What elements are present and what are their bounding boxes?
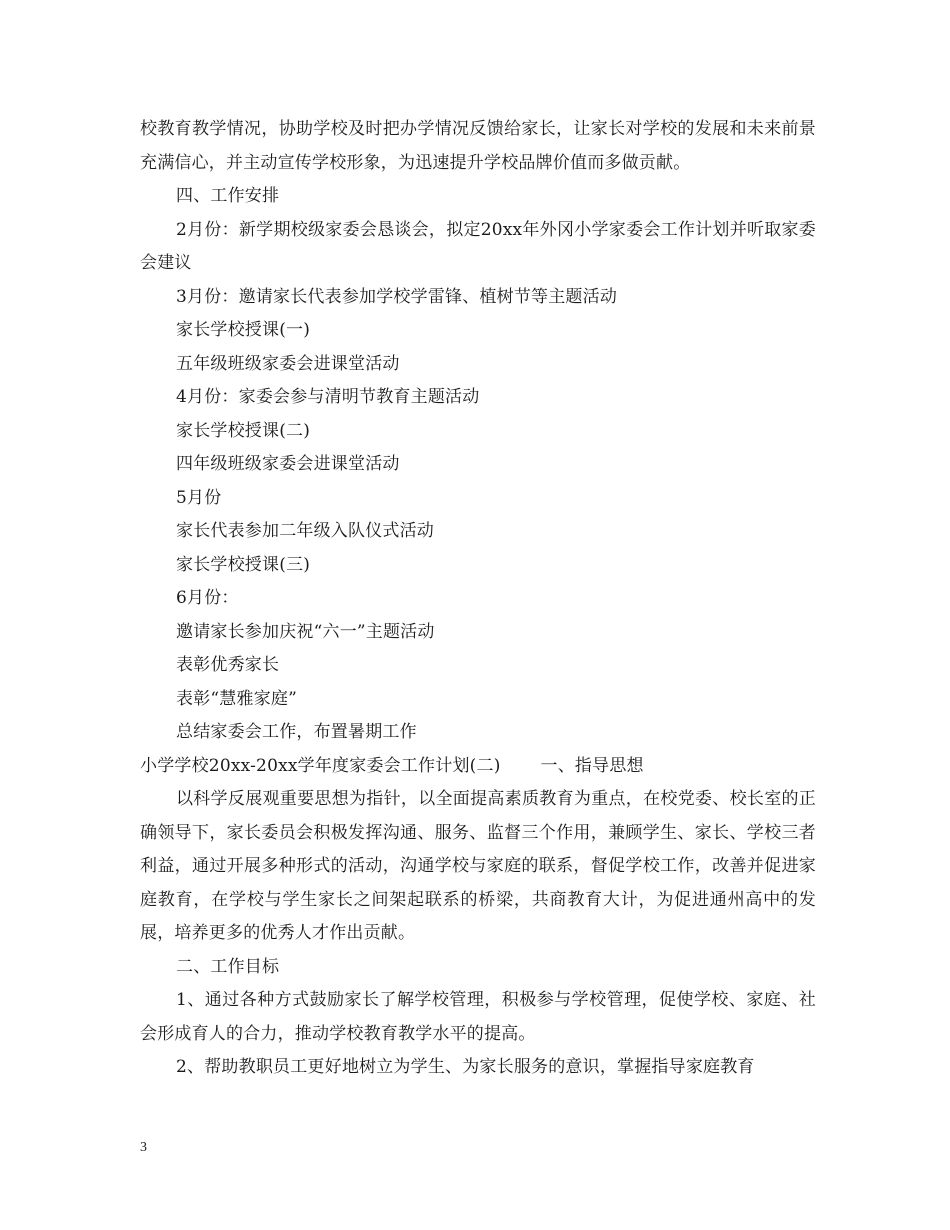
page-number: 3 bbox=[140, 1140, 147, 1155]
paragraph: 表彰优秀家长 bbox=[176, 655, 280, 675]
paragraph: 3月份：邀请家长代表参加学校学雷锋、植树节等主题活动 bbox=[176, 286, 618, 307]
paragraph: 家长学校授课(二) bbox=[176, 420, 311, 441]
paragraph: 5月份 bbox=[176, 487, 222, 508]
paragraph: 1、通过各种方式鼓励家长了解学校管理，积极参与学校管理，促使学校、家庭、社会形成育人的合力，推动学校教育教学水平的提高。 bbox=[140, 990, 816, 1044]
paragraph: 家长学校授课(一) bbox=[176, 320, 311, 340]
guiding-thought-section bbox=[140, 783, 816, 1085]
paragraph: 家长代表参加二年级入队仪式活动 bbox=[176, 521, 434, 541]
document-subtitle bbox=[140, 750, 816, 784]
paragraph: 以科学反展观重要思想为指针，以全面提高素质教育为重点，在校党委、校长室的正确领导下，家长委员会积极发挥沟通、服务、监督三个作用，兼顾学生、家长、学校三者利益，通过开展多种形式的活动，沟通学校与家庭的联系，督促学校工作，改善并促进家庭教育，在学校与学生家长之间架起联系的桥梁，共商教育大计，为促进通州高中的发展，培养更多的优秀人才作出贡献。 bbox=[140, 789, 816, 943]
paragraph: 2月份：新学期校级家委会恳谈会，拟定20xx年外冈小学家委会工作计划并听取家委会建议 bbox=[140, 219, 816, 273]
paragraph: 五年级班级家委会进课堂活动 bbox=[176, 353, 400, 374]
paragraph: 6月份： bbox=[176, 588, 239, 608]
paragraph: 邀请家长参加庆祝“六一”主题活动 bbox=[176, 621, 435, 642]
paragraph: 表彰“慧雅家庭” bbox=[176, 688, 297, 709]
paragraph: 4月份：家委会参与清明节教育主题活动 bbox=[176, 387, 480, 407]
subtitle-title: 小学学校20xx-20xx学年度家委会工作计划(二) bbox=[140, 755, 501, 776]
document-body bbox=[140, 113, 816, 1085]
paragraph: 家长学校授课(三) bbox=[176, 554, 311, 575]
paragraph: 四、工作安排 bbox=[176, 186, 280, 206]
paragraph: 2、帮助教职员工更好地树立为学生、为家长服务的意识，掌握指导家庭教育 bbox=[176, 1057, 755, 1077]
paragraph: 二、工作目标 bbox=[176, 956, 280, 977]
paragraph: 校教育教学情况，协助学校及时把办学情况反馈给家长，让家长对学校的发展和未来前景充满信心，并主动宣传学校形象，为迅速提升学校品牌价值而多做贡献。 bbox=[140, 119, 816, 173]
work-plan-section bbox=[140, 113, 816, 750]
paragraph: 四年级班级家委会进课堂活动 bbox=[176, 454, 400, 474]
subtitle-heading: 一、指导思想 bbox=[540, 755, 644, 776]
paragraph: 总结家委会工作，布置暑期工作 bbox=[176, 722, 417, 742]
